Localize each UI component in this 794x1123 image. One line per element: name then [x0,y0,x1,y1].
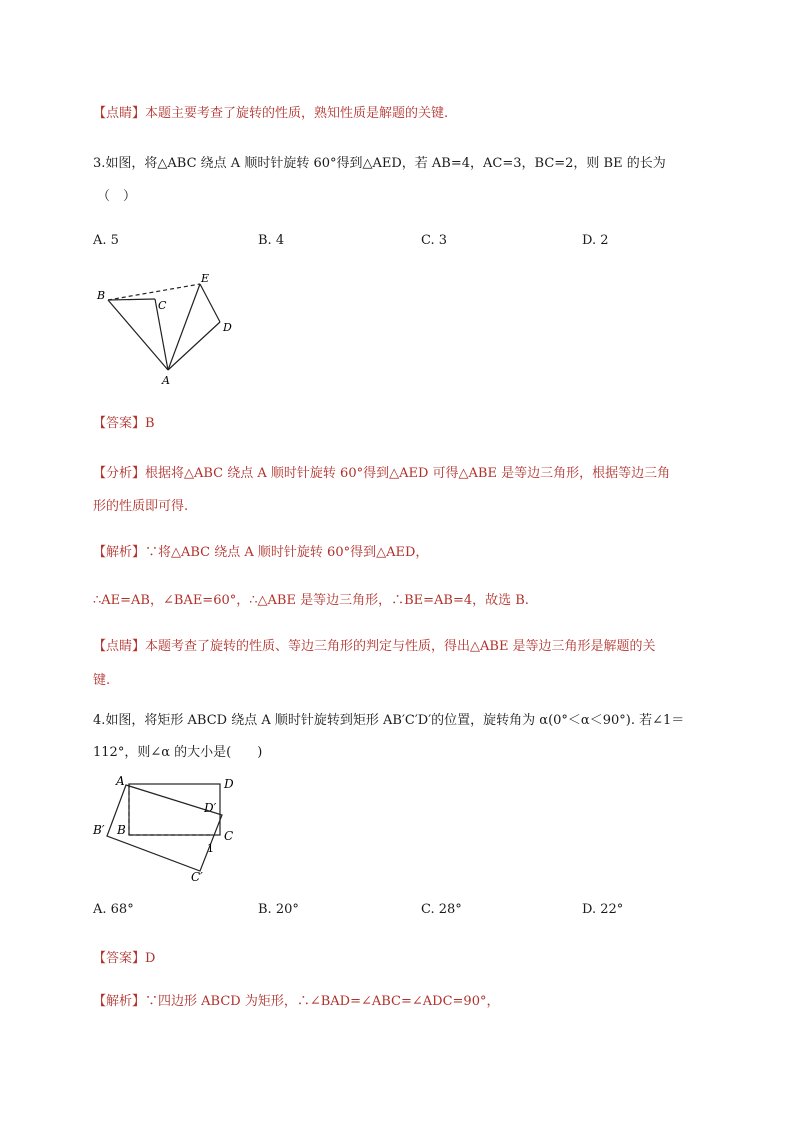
q4-option-b: B. 20° [258,902,299,917]
q3-option-d: D. 2 [582,233,609,248]
label-a: A [116,774,125,788]
label-c: C [224,829,234,843]
segment-ed [200,284,220,322]
q3-option-a: A. 5 [93,233,119,248]
q3-option-b: B. 4 [258,233,285,248]
jiexi-4: 【解析】∵四边形 ABCD 为矩形，∴∠BAD=∠ABC=∠ADC=90°， [93,994,500,1009]
fenxi-3-line2: 形的性质即可得. [93,499,189,514]
segment-da [168,322,220,370]
jiexi-3-line2: ∴AE=AB，∠BAE=60°，∴△ABE 是等边三角形，∴BE=AB=4，故选 B. [93,593,529,608]
segment-ae [168,284,200,370]
jiexi-3-line1: 【解析】∵将△ABC 绕点 A 顺时针旋转 60°得到△AED， [93,545,429,560]
question-4-line2: 112°，则∠α 的大小是( ) [93,745,263,760]
label-b: B [117,823,126,837]
dianjing-3-line1: 【点睛】本题考查了旋转的性质、等边三角形的判定与性质，得出△ABE 是等边三角形是解题的关 [93,639,656,654]
dianjing-3-line2: 键. [93,673,111,688]
label-c: C [158,299,167,312]
label-e: E [201,272,210,285]
question-3-paren: （ ） [97,189,137,204]
answer-4: 【答案】D [93,951,156,966]
dianjing-1: 【点睛】本题主要考查了旋转的性质，熟知性质是解题的关键. [93,106,449,121]
question-4-line1: 4.如图，将矩形 ABCD 绕点 A 顺时针旋转到矩形 AB′C′D′的位置，旋转角为 α(0°＜α＜90°). 若∠1＝ [93,713,685,728]
figure-rotated-rectangle [88,770,248,890]
label-a: A [162,374,170,387]
label-b: B [97,289,106,302]
label-d: D [224,777,234,791]
label-angle-1: 1 [207,842,214,855]
answer-3: 【答案】B [93,416,155,431]
label-b-prime: B′ [93,823,105,837]
label-c-prime: C′ [191,870,203,884]
label-d: D [223,321,232,334]
q4-option-d: D. 22° [582,902,624,917]
q4-option-c: C. 28° [421,902,462,917]
figure-rotated-triangles [90,268,250,388]
q4-option-a: A. 68° [93,902,134,917]
label-d-prime: D′ [204,801,217,815]
question-3-text: 3.如图，将△ABC 绕点 A 顺时针旋转 60°得到△AED，若 AB=4，AC=3，BC=2，则 BE 的长为 [93,156,666,171]
fenxi-3-line1: 【分析】根据将△ABC 绕点 A 顺时针旋转 60°得到△AED 可得△ABE 是等边三角形，根据等边三角 [93,466,671,481]
segment-be-dashed [108,284,200,300]
q3-option-c: C. 3 [421,233,448,248]
